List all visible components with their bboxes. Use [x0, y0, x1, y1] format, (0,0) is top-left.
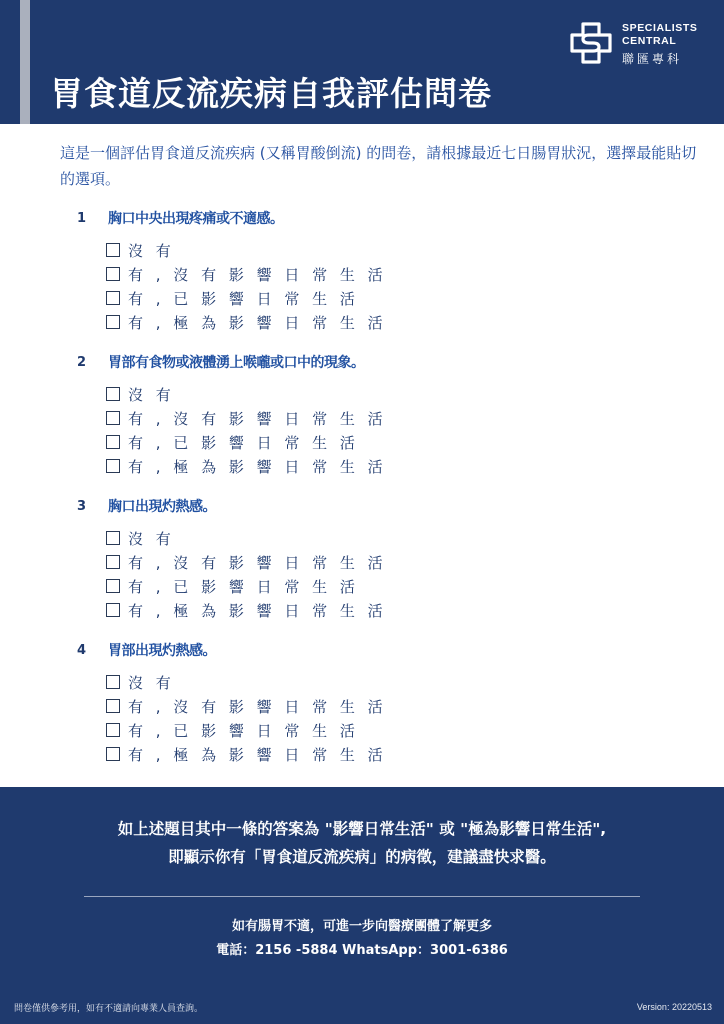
- checkbox[interactable]: [106, 723, 120, 737]
- brand-name-en: SPECIALISTS CENTRAL: [622, 22, 698, 47]
- option-yes-severe[interactable]: [106, 310, 387, 334]
- option-label: 沒 有: [128, 529, 175, 548]
- contact-info: [0, 915, 724, 963]
- option-yes-affects[interactable]: [106, 286, 387, 310]
- question-4: [0, 638, 724, 782]
- option-yes-affects[interactable]: [106, 430, 387, 454]
- question-heading: [0, 350, 724, 376]
- option-yes-no-impact[interactable]: [106, 262, 387, 286]
- question-2: [0, 350, 724, 494]
- option-yes-no-impact[interactable]: [106, 406, 387, 430]
- question-1: [0, 206, 724, 350]
- question-heading: [0, 638, 724, 664]
- header-accent-bar: [20, 0, 30, 124]
- question-text: 胃部有食物或液體湧上喉嚨或口中的現象。: [108, 355, 365, 371]
- option-no[interactable]: [106, 526, 387, 550]
- question-3: [0, 494, 724, 638]
- option-label: 有 , 極 為 影 響 日 常 生 活: [128, 313, 387, 332]
- version-label: Version: 20220513: [636, 1002, 712, 1012]
- checkbox[interactable]: [106, 675, 120, 689]
- option-no[interactable]: [106, 670, 387, 694]
- option-label: 有 , 已 影 響 日 常 生 活: [128, 433, 359, 452]
- checkbox[interactable]: [106, 243, 120, 257]
- question-text: 胸口出現灼熱感。: [108, 499, 216, 515]
- option-label: 有 , 沒 有 影 響 日 常 生 活: [128, 553, 387, 572]
- option-label: 有 , 已 影 響 日 常 生 活: [128, 577, 359, 596]
- option-no[interactable]: [106, 238, 387, 262]
- checkbox[interactable]: [106, 267, 120, 281]
- option-label: 沒 有: [128, 385, 175, 404]
- result-note: [0, 815, 724, 871]
- question-heading: [0, 494, 724, 520]
- result-note-line-1: 如上述題目其中一條的答案為 "影響日常生活" 或 "極為影響日常生活",: [117, 820, 607, 838]
- brand-name-zh: 聯匯專科: [622, 52, 683, 66]
- option-label: 有 , 沒 有 影 響 日 常 生 活: [128, 265, 387, 284]
- option-label: 有 , 極 為 影 響 日 常 生 活: [128, 457, 387, 476]
- footer-divider: [84, 896, 640, 897]
- question-number: 3: [77, 499, 87, 514]
- checkbox[interactable]: [106, 579, 120, 593]
- option-list: [106, 382, 387, 478]
- intro-text: 這是一個評估胃食道反流疾病 (又稱胃酸倒流) 的問卷，請根據最近七日腸胃狀況，選擇最能貼切的選項。: [60, 144, 697, 188]
- checkbox[interactable]: [106, 387, 120, 401]
- option-list: [106, 670, 387, 766]
- checkbox[interactable]: [106, 315, 120, 329]
- option-label: 有 , 沒 有 影 響 日 常 生 活: [128, 697, 387, 716]
- option-yes-severe[interactable]: [106, 598, 387, 622]
- question-heading: [0, 206, 724, 232]
- option-yes-severe[interactable]: [106, 742, 387, 766]
- option-label: 有 , 沒 有 影 響 日 常 生 活: [128, 409, 387, 428]
- question-text: 胃部出現灼熱感。: [108, 643, 216, 659]
- option-list: [106, 238, 387, 334]
- page-header: [0, 0, 724, 124]
- brand-logo: [568, 18, 718, 70]
- checkbox[interactable]: [106, 747, 120, 761]
- checkbox[interactable]: [106, 291, 120, 305]
- option-yes-no-impact[interactable]: [106, 694, 387, 718]
- option-yes-no-impact[interactable]: [106, 550, 387, 574]
- option-no[interactable]: [106, 382, 387, 406]
- result-note-line-2: 即顯示你有「胃食道反流疾病」的病徵，建議盡快求醫。: [168, 848, 556, 866]
- option-list: [106, 526, 387, 622]
- question-number: 4: [77, 643, 87, 658]
- checkbox[interactable]: [106, 459, 120, 473]
- page-title: 胃食道反流疾病自我評估問卷: [50, 74, 492, 113]
- page-footer: [0, 787, 724, 1024]
- option-yes-severe[interactable]: [106, 454, 387, 478]
- contact-line-1: 如有腸胃不適，可進一步向醫療團體了解更多: [231, 919, 492, 934]
- question-list: [0, 206, 724, 782]
- option-yes-affects[interactable]: [106, 718, 387, 742]
- checkbox[interactable]: [106, 603, 120, 617]
- question-number: 1: [77, 211, 87, 226]
- option-yes-affects[interactable]: [106, 574, 387, 598]
- question-text: 胸口中央出現疼痛或不適感。: [108, 211, 284, 227]
- cross-logo-icon: [568, 20, 614, 66]
- option-label: 沒 有: [128, 673, 175, 692]
- option-label: 有 , 極 為 影 響 日 常 生 活: [128, 745, 387, 764]
- option-label: 有 , 已 影 響 日 常 生 活: [128, 721, 359, 740]
- question-number: 2: [77, 355, 87, 370]
- contact-line-2: 電話：2156 -5884 WhatsApp：3001-6386: [216, 943, 508, 958]
- option-label: 沒 有: [128, 241, 175, 260]
- checkbox[interactable]: [106, 531, 120, 545]
- option-label: 有 , 已 影 響 日 常 生 活: [128, 289, 359, 308]
- checkbox[interactable]: [106, 435, 120, 449]
- disclaimer-text: 問卷僅供參考用，如有不適請向專業人員查詢。: [14, 1004, 204, 1014]
- checkbox[interactable]: [106, 555, 120, 569]
- checkbox[interactable]: [106, 411, 120, 425]
- option-label: 有 , 極 為 影 響 日 常 生 活: [128, 601, 387, 620]
- checkbox[interactable]: [106, 699, 120, 713]
